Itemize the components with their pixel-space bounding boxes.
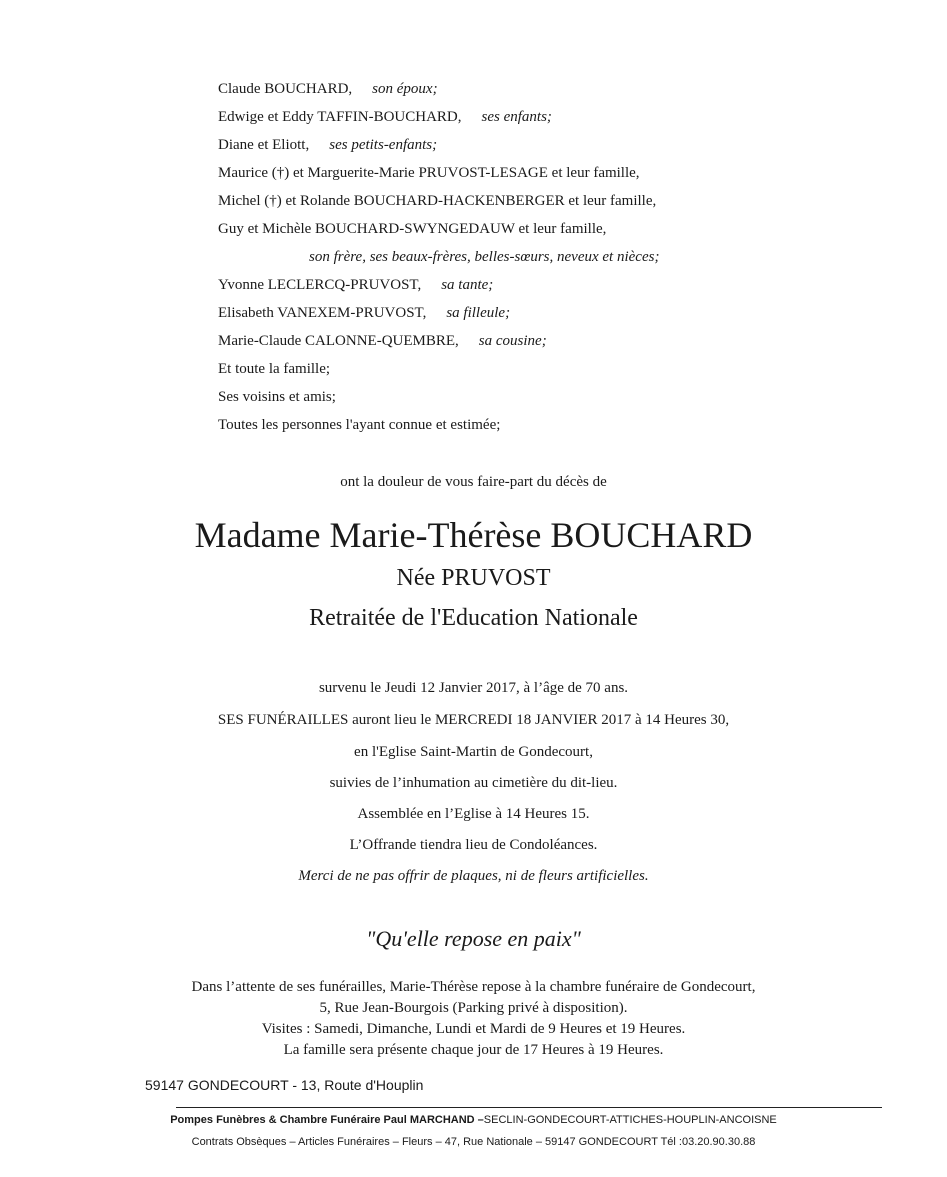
family-line xyxy=(218,192,656,210)
family-relation: sa filleule; xyxy=(446,305,511,321)
family-name: Claude BOUCHARD, xyxy=(218,81,353,97)
announcement: ont la douleur de vous faire-part du décès de xyxy=(340,474,607,490)
visit-line: 5, Rue Jean-Bourgois (Parking privé à disposition). xyxy=(319,1000,628,1016)
family-relation: sa tante; xyxy=(441,277,494,293)
family-name: Yvonne LECLERCQ-PRUVOST, xyxy=(218,277,422,293)
family-name: Michel (†) et Rolande BOUCHARD-HACKENBERGER et leur famille, xyxy=(218,193,657,209)
family-line xyxy=(218,304,510,322)
family-relation: son frère, ses beaux-frères, belles-sœurs, neveux et nièces; xyxy=(309,249,660,265)
family-name: Maurice (†) et Marguerite-Marie PRUVOST-LESAGE et leur famille, xyxy=(218,165,640,181)
quote: "Qu'elle repose en paix" xyxy=(366,926,581,951)
visit-line: La famille sera présente chaque jour de 17 Heures à 19 Heures. xyxy=(283,1042,664,1058)
family-relation: son époux; xyxy=(372,81,438,97)
footer-divider xyxy=(176,1107,882,1108)
detail-line: suivies de l’inhumation au cimetière du dit-lieu. xyxy=(329,775,618,791)
family-line xyxy=(218,108,552,126)
family-name: Diane et Eliott, xyxy=(218,137,310,153)
family-line xyxy=(218,388,336,406)
family-relation: ses enfants; xyxy=(481,109,552,125)
footer-services: Contrats Obsèques – Articles Funéraires – Fleurs – 47, Rue Nationale – 59147 GONDECOURT Tél :03.20.90.30.88 xyxy=(191,1136,756,1148)
detail-line: en l'Eglise Saint-Martin de Gondecourt, xyxy=(354,744,593,760)
family-name: Edwige et Eddy TAFFIN-BOUCHARD, xyxy=(218,109,462,125)
family-name: Elisabeth VANEXEM-PRUVOST, xyxy=(218,305,427,321)
family-name: Et toute la famille; xyxy=(218,361,331,377)
family-line xyxy=(218,360,330,378)
family-relation: ses petits-enfants; xyxy=(329,137,438,153)
request-line: Merci de ne pas offrir de plaques, ni de fleurs artificielles. xyxy=(298,868,649,884)
footer-company-towns: SECLIN-GONDECOURT-ATTICHES-HOUPLIN-ANCOISNE xyxy=(483,1114,777,1126)
family-name: Ses voisins et amis; xyxy=(218,389,336,405)
deceased-born: Née PRUVOST xyxy=(396,565,551,591)
family-relation: sa cousine; xyxy=(478,333,547,349)
family-name: Guy et Michèle BOUCHARD-SWYNGEDAUW et leur famille, xyxy=(218,221,607,237)
footer-company xyxy=(0,1114,947,1126)
deceased-name: Madame Marie-Thérèse BOUCHARD xyxy=(194,515,753,555)
visit-line: Visites : Samedi, Dimanche, Lundi et Mardi de 9 Heures et 19 Heures. xyxy=(261,1021,686,1037)
detail-line: L’Offrande tiendra lieu de Condoléances. xyxy=(349,837,598,853)
deceased-occupation: Retraitée de l'Education Nationale xyxy=(309,605,638,631)
detail-line: Assemblée en l’Eglise à 14 Heures 15. xyxy=(357,806,590,822)
family-name: Toutes les personnes l'ayant connue et estimée; xyxy=(218,417,501,433)
family-name: Marie-Claude CALONNE-QUEMBRE, xyxy=(218,333,459,349)
address: 59147 GONDECOURT - 13, Route d'Houplin xyxy=(145,1077,424,1093)
family-line xyxy=(218,80,438,98)
detail-line: SES FUNÉRAILLES auront lieu le MERCREDI 18 JANVIER 2017 à 14 Heures 30, xyxy=(217,712,730,728)
detail-line: survenu le Jeudi 12 Janvier 2017, à l’âge de 70 ans. xyxy=(318,680,629,696)
family-line xyxy=(218,416,500,434)
family-line xyxy=(309,248,659,266)
family-line xyxy=(218,332,547,350)
family-line xyxy=(218,276,493,294)
family-line xyxy=(218,220,606,238)
visit-line: Dans l’attente de ses funérailles, Marie-Thérèse repose à la chambre funéraire de Gondecourt, xyxy=(191,979,756,995)
family-line xyxy=(218,164,640,182)
family-line xyxy=(218,136,437,154)
footer-company-name: Pompes Funèbres & Chambre Funéraire Paul MARCHAND – xyxy=(170,1114,484,1126)
